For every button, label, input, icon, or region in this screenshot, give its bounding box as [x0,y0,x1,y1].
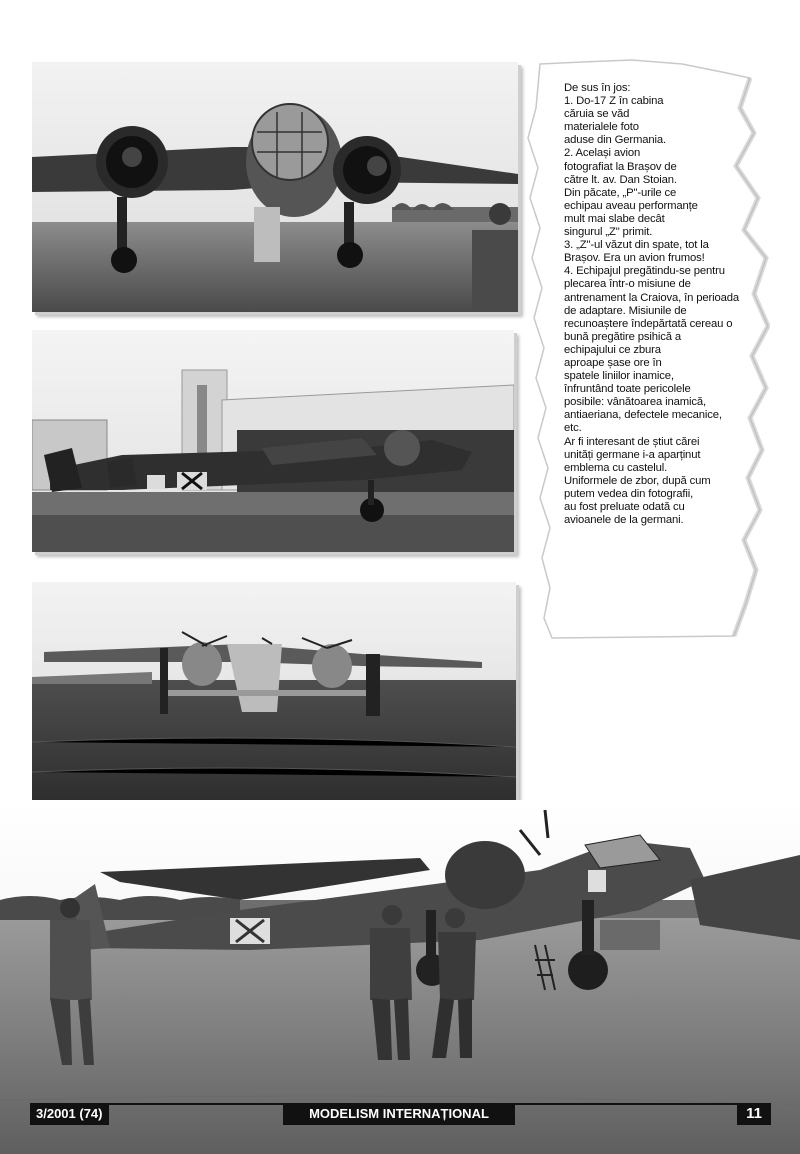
caption-line: Uniformele de zbor, după cum [564,474,711,487]
caption-line: avioanele de la germani. [564,514,684,527]
caption-line: aproape șase ore în [564,356,662,369]
caption-line: emblema cu castelul. [564,461,668,474]
caption-line: mult mai slabe decât [564,212,665,225]
caption-line: putem vedea din fotografii, [564,487,694,500]
photo-do17-side-view [32,330,514,552]
issue-number: 3/2001 (74) [30,1103,109,1125]
caption-line: echipau aveau performanțe [564,199,698,212]
caption-line: recunoaștere îndepărtată cereau o [564,317,733,330]
caption-line: au fost preluate odată cu [564,501,685,513]
caption-line: plecarea într-o misiune de [564,278,691,291]
caption-line: unități germane i-a aparținut [564,448,701,461]
caption-line: spatele liniilor inamice, [564,370,674,383]
caption-line: către lt. av. Dan Stoian. [564,173,677,186]
caption-panel [522,58,770,644]
caption-line: căruia se văd [564,108,630,121]
caption-line: 2. Același avion [564,147,641,160]
caption-line: înfruntând toate pericolele [564,383,691,396]
magazine-title: MODELISM INTERNAȚIONAL [283,1103,515,1125]
caption-line: posibile: vânătoarea inamică, [564,396,706,409]
caption-line: Brașov. Era un avion frumos! [564,252,705,265]
caption-line: Din păcate, „P"-urile ce [564,186,677,199]
caption-line: fotografiat la Brașov de [564,160,677,173]
caption-line: bună pregătire psihică a [564,330,681,343]
caption-line: De sus în jos: [564,82,631,94]
photo-do17-rear-view [32,582,516,802]
caption-line: materialele foto [564,121,639,134]
caption-line: de adaptare. Misiunile de [564,304,687,317]
caption-line: 4. Echipajul pregătindu-se pentru [564,265,725,278]
photo-crew-preparing [0,800,800,1154]
caption-line: echipajului ce zbura [564,343,661,356]
caption-line: 3. „Z"-ul văzut din spate, tot la [564,239,709,252]
caption-line: aduse din Germania. [564,134,667,147]
caption-line: Ar fi interesant de știut cărei [564,435,700,448]
caption-line: antiaeriana, defectele mecanice, [564,409,722,422]
caption-line: etc. [564,422,582,435]
caption-text [564,82,764,527]
caption-line: singurul „Z" primit. [564,226,653,239]
page-number: 11 [737,1103,771,1125]
caption-line: 1. Do-17 Z în cabina [564,95,664,108]
caption-line: antrenament la Craiova, în perioada [564,291,739,304]
photo-do17z-front [32,62,518,312]
